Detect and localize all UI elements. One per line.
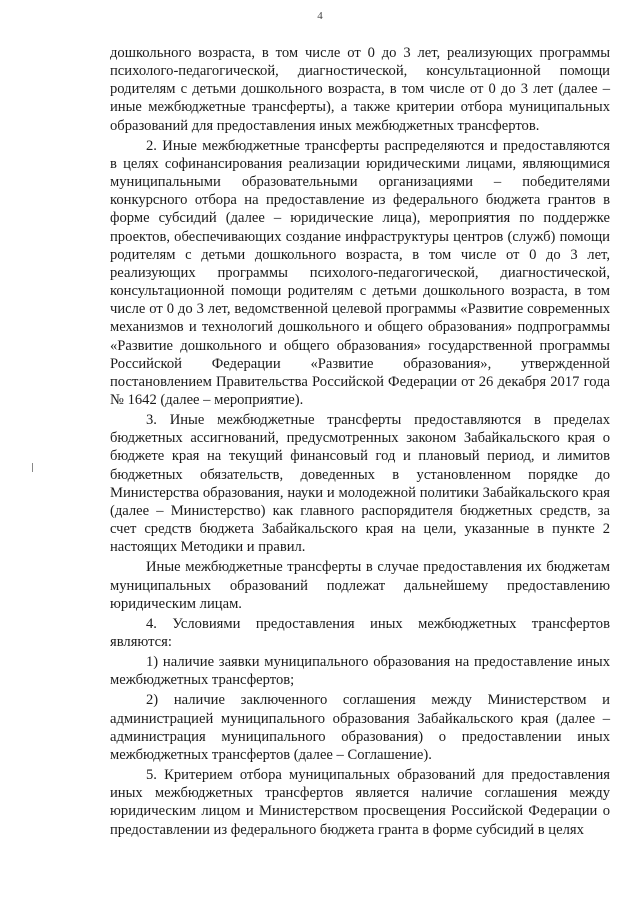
paragraph-3-note: Иные межбюджетные трансферты в случае предоставления их бюджетам муниципальных образований подлежат дальнейшему предоставлению юридическим лицам. [110,559,610,612]
margin-mark [32,463,33,472]
paragraph-5: 5. Критерием отбора муниципальных образований для предоставления иных межбюджетных трансфертов является наличие соглашения между юридическим лицом и Министерством просвещения Российской Федерации о предоставлении из федерального бюджета гранта в форме субсидий в целях [110,767,610,838]
paragraph-4-item-1: 1) наличие заявки муниципального образования на предоставление иных межбюджетных трансфертов; [110,654,610,689]
page-number: 4 [317,10,323,22]
document-body [110,44,610,839]
paragraph-4-item-2: 2) наличие заключенного соглашения между Министерством и администрацией муниципального образования Забайкальского края (далее – администрация муниципального образования) о предоставлении иных межбюджетных трансфертов (далее – Соглашение). [110,692,610,763]
paragraph-2: 2. Иные межбюджетные трансферты распределяются и предоставляются в целях софинансирования реализации юридическими лицами, являющимися муниципальными образовательными организациями – победителями конкурсного отбора на предоставление из федерального бюджета грантов в форме субсидий (далее – юридические лица), мероприятия по поддержке проектов, обеспечивающих создание инфраструктуры центров (служб) помощи родителям с детьми дошкольного возраста, в том числе от 0 до 3 лет, реализующих программы психолого-педагогической, диагностической, консультационной помощи родителям с детьми дошкольного возраста, в том числе от 0 до 3 лет, ведомственной целевой программы «Развитие современных механизмов и технологий дошкольного и общего образования» подпрограммы «Развитие дошкольного и общего образования» государственной программы Российской Федерации «Развитие образования», утвержденной постановлением Правительства Российской Федерации от 26 декабря 2017 года № 1642 (далее – мероприятие). [110,137,610,408]
paragraph-3: 3. Иные межбюджетные трансферты предоставляются в пределах бюджетных ассигнований, предусмотренных законом Забайкальского края о бюджете края на текущий финансовый год и плановый период, и лимитов бюджетных обязательств, доведенных в установленном порядке до Министерства образования, науки и молодежной политики Забайкальского края (далее – Министерство) как главного распорядителя бюджетных средств, за счет средств бюджета Забайкальского края на цели, указанные в пункте 2 настоящих Методики и правил. [110,412,610,556]
paragraph-4: 4. Условиями предоставления иных межбюджетных трансфертов являются: [110,615,610,650]
paragraph-1-continuation: дошкольного возраста, в том числе от 0 до 3 лет, реализующих программы психолого-педагогической, диагностической, консультационной помощи родителям с детьми дошкольного возраста, в том числе от 0 до 3 лет (далее – иные межбюджетные трансферты), а также критерии отбора муниципальных образований для предоставления иных межбюджетных трансфертов. [110,45,610,134]
